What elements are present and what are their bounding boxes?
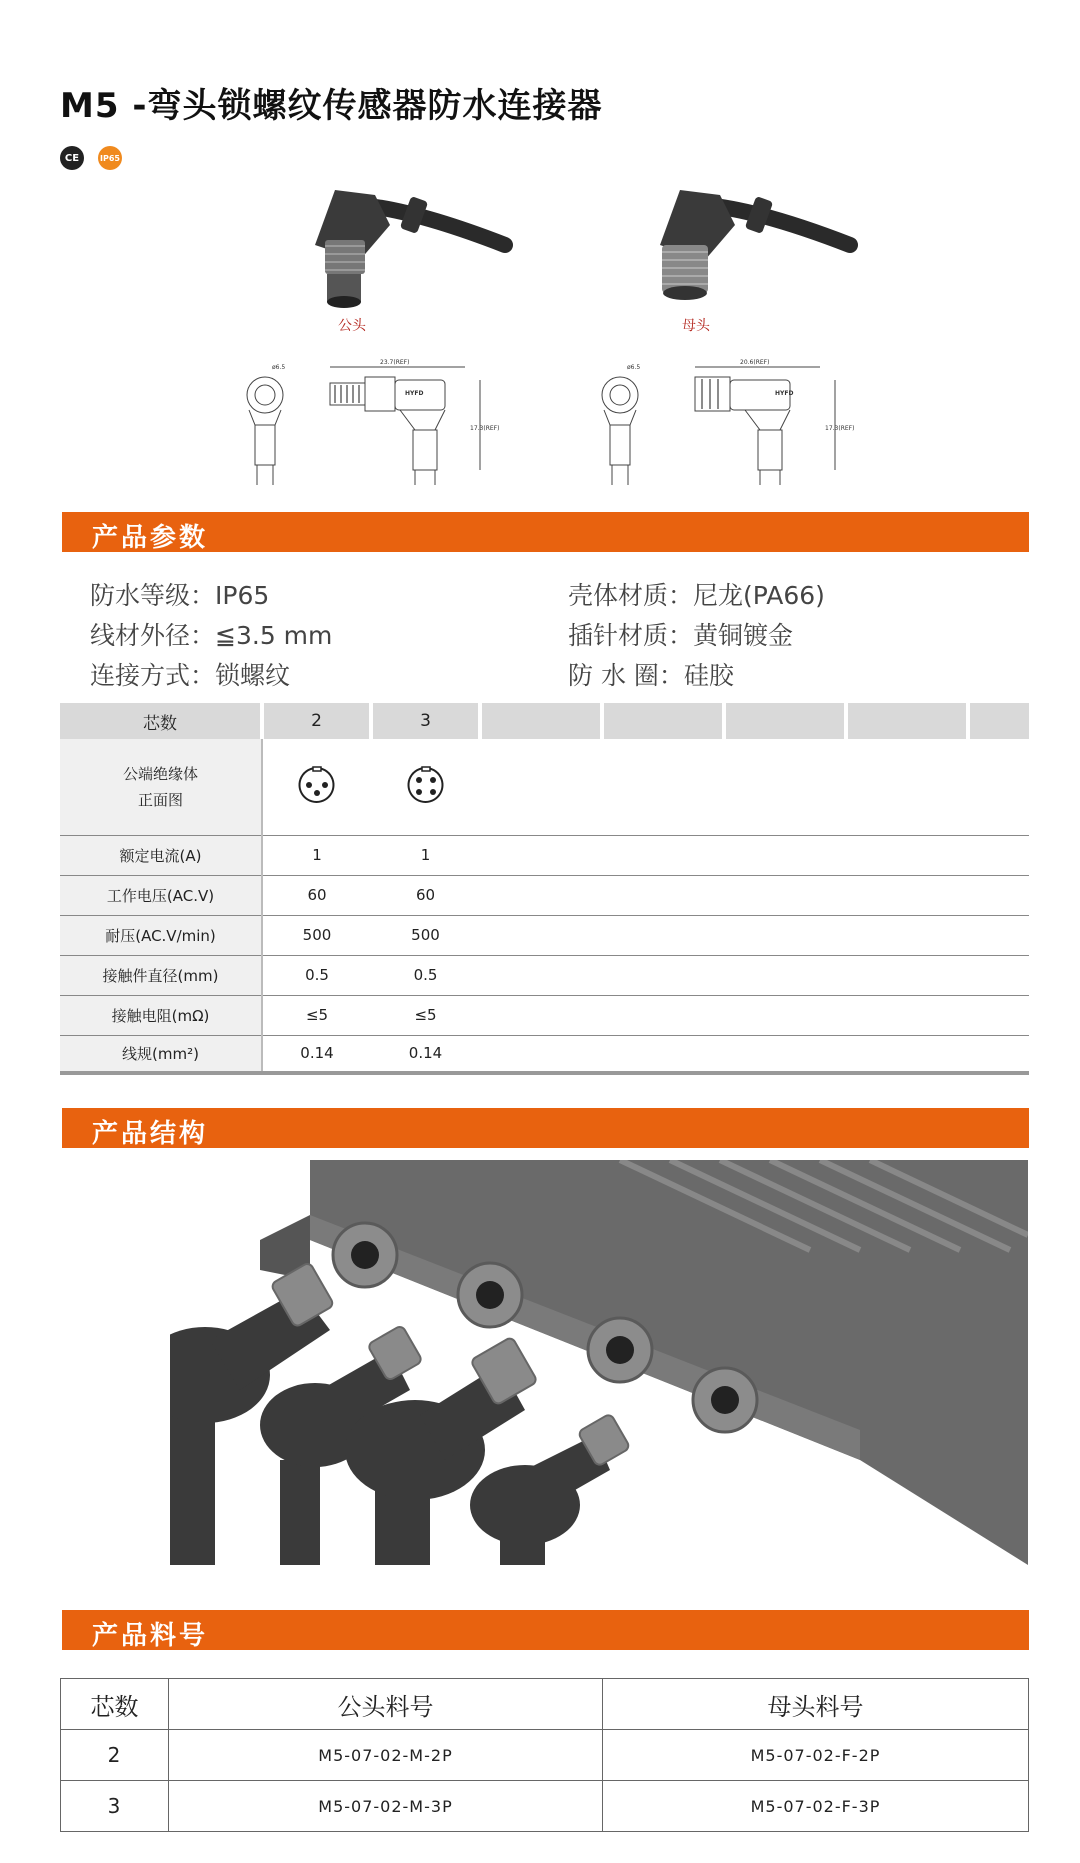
male-brand-text: HYFD [405, 390, 424, 397]
face-diagram-2pin-icon [292, 765, 342, 805]
params-row-resistance: 接触电阻(mΩ) ≤5 ≤5 [60, 995, 1029, 1035]
male-dia-dim: ø6.5 [272, 364, 286, 371]
product-structure-image [170, 1160, 1028, 1565]
spec-pin-material: 插针材质：黄铜镀金 [568, 621, 794, 650]
male-length-dim: 23.7(REF) [380, 359, 410, 366]
face-diagram-3pin-icon [401, 765, 451, 805]
female-connector-photo [600, 150, 860, 310]
params-face-row [60, 739, 1029, 835]
section-structure-bar [62, 1108, 1029, 1148]
params-col-3: 3 [371, 703, 480, 739]
spec-housing-material: 壳体材质：尼龙(PA66) [568, 581, 825, 610]
female-length-dim: 20.6(REF) [740, 359, 770, 366]
parts-row-3: 3 M5-07-02-M-3P M5-07-02-F-3P [61, 1781, 1029, 1832]
params-row-voltage: 工作电压(AC.V) 60 60 [60, 875, 1029, 915]
params-table [60, 703, 1029, 1075]
face-label-2: 正面图 [137, 790, 183, 809]
spec-waterproof: 防水等级：IP65 [90, 581, 270, 610]
parts-table [60, 1678, 1029, 1832]
page-title: M5 -弯头锁螺纹传感器防水连接器 [60, 86, 603, 126]
section-parts-title: 产品料号 [92, 1621, 209, 1651]
male-technical-drawing [235, 355, 505, 495]
parts-header-cores: 芯数 [61, 1679, 169, 1730]
face-label-1: 公端绝缘体 [122, 764, 198, 783]
params-row-current: 额定电流(A) 1 1 [60, 835, 1029, 875]
section-params-title: 产品参数 [92, 523, 209, 553]
female-height-dim: 17.3(REF) [825, 425, 855, 432]
ce-mark-icon: CE [60, 146, 84, 170]
spec-seal: 防 水 圈：硅胶 [568, 661, 734, 690]
parts-header-female: 母头料号 [603, 1679, 1029, 1730]
section-parts-bar [62, 1610, 1029, 1650]
parts-header-row [61, 1679, 1029, 1730]
female-brand-text: HYFD [775, 390, 794, 397]
male-label: 公头 [338, 318, 366, 334]
params-header-row [60, 703, 1029, 739]
section-structure-title: 产品结构 [92, 1119, 209, 1149]
male-height-dim: 17.3(REF) [470, 425, 500, 432]
spec-connection: 连接方式：锁螺纹 [90, 661, 291, 690]
spec-cable-diameter: 线材外径：≦3.5 mm [90, 621, 333, 650]
params-col-2: 2 [262, 703, 371, 739]
female-technical-drawing [590, 355, 860, 495]
ip65-badge-icon: IP65 [98, 146, 122, 170]
params-row-contact-dia: 接触件直径(mm) 0.5 0.5 [60, 955, 1029, 995]
params-row-gauge: 线规(mm²) 0.14 0.14 [60, 1035, 1029, 1073]
parts-header-male: 公头料号 [169, 1679, 603, 1730]
params-row-withstand: 耐压(AC.V/min) 500 500 [60, 915, 1029, 955]
parts-row-2: 2 M5-07-02-M-2P M5-07-02-F-2P [61, 1730, 1029, 1781]
female-label: 母头 [682, 318, 710, 334]
params-header-label: 芯数 [60, 703, 262, 739]
female-dia-dim: ø6.5 [627, 364, 641, 371]
section-params-bar [62, 512, 1029, 552]
male-connector-photo [255, 150, 515, 310]
